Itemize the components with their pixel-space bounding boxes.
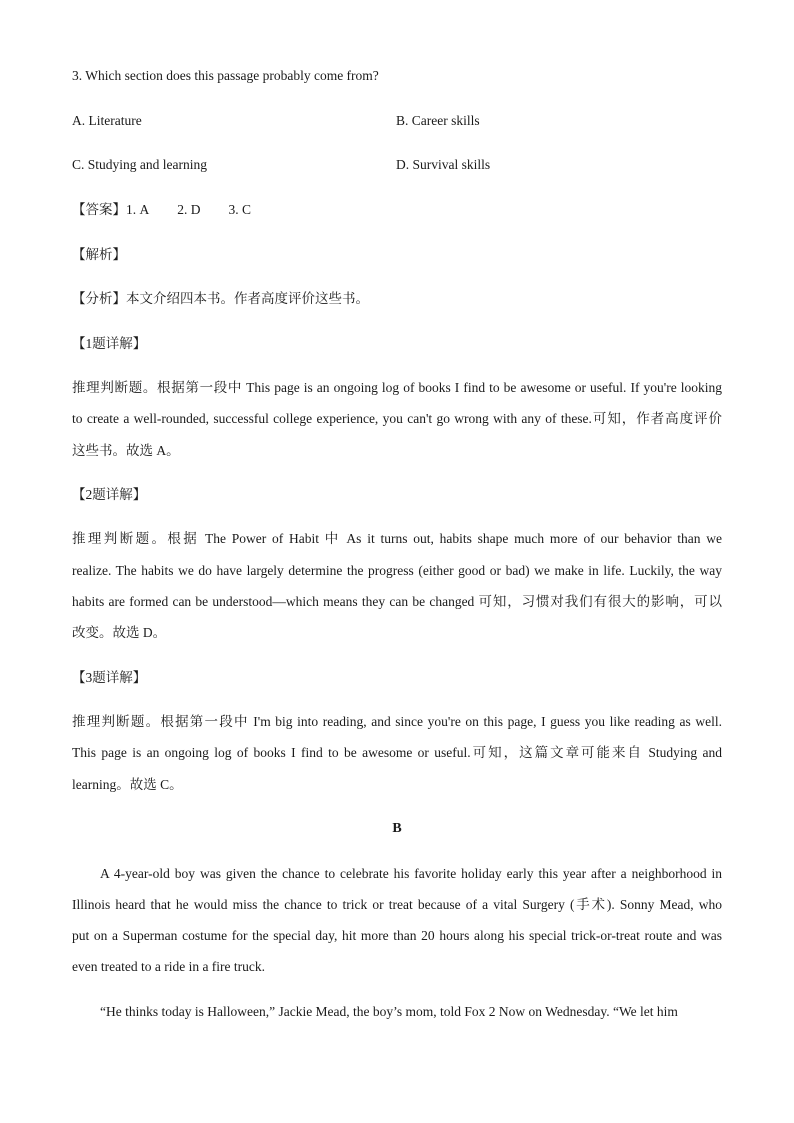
detail2-line: realize. The habits we do have largely determine the progress (either good or bad) we make in life. Luckily, the way <box>72 563 722 578</box>
option-d: D. Survival skills <box>396 157 491 172</box>
detail1-heading: 【1题详解】 <box>72 336 147 351</box>
answer-item: 1. A <box>126 202 150 217</box>
detail2-line: habits are formed can be understood—which means they can be changed 可知，习惯对我们有很大的影响，可以 <box>72 594 722 609</box>
detail3-line: learning。故选 C。 <box>72 777 183 792</box>
answer-item: 3. C <box>228 202 252 217</box>
option-a: A. Literature <box>72 113 142 128</box>
option-c: C. Studying and learning <box>72 157 207 172</box>
passage-line: A 4-year-old boy was given the chance to celebrate his favorite holiday early this year after a neighborhood in <box>100 866 722 881</box>
summary-text: 本文介绍四本书。作者高度评价这些书。 <box>126 291 369 306</box>
passage-line: even treated to a ride in a fire truck. <box>72 959 266 974</box>
answer-item: 2. D <box>177 202 201 217</box>
detail3-heading: 【3题详解】 <box>72 670 147 685</box>
question3-stem: 3. Which section does this passage probably come from? <box>72 68 379 83</box>
passage-line: “He thinks today is Halloween,” Jackie Mead, the boy’s mom, told Fox 2 Now on Wednesday. “We let him <box>100 1004 678 1019</box>
detail1-line: 推理判断题。根据第一段中 This page is an ongoing log of books I find to be awesome or useful. If you're looking <box>72 380 722 395</box>
passage-line: put on a Superman costume for the special day, hit more than 20 hours along his special trick-or-treat route and was <box>72 928 722 943</box>
option-b: B. Career skills <box>396 113 480 128</box>
summary-label: 【分析】 <box>72 291 126 306</box>
detail3-line: This page is an ongoing log of books I find to be awesome or useful.可知，这篇文章可能来自 Studying and <box>72 745 722 760</box>
detail3-line: 推理判断题。根据第一段中 I'm big into reading, and since you're on this page, I guess you like reading as well. <box>72 714 722 729</box>
section-b-title: B <box>392 821 402 836</box>
passage-line: Illinois heard that he would miss the chance to trick or treat because of a vital Surgery (手术). Sonny Mead, who <box>72 897 722 912</box>
analysis-label: 【解析】 <box>72 247 126 262</box>
detail1-line: to create a well-rounded, successful college experience, you can't go wrong with any of these.可知，作者高度评价 <box>72 411 722 426</box>
summary-line <box>72 289 369 309</box>
answer-line <box>72 200 251 220</box>
detail1-line: 这些书。故选 A。 <box>72 443 180 458</box>
detail2-line: 推理判断题。根据 The Power of Habit 中 As it turns out, habits shape much more of our behavior than we <box>72 531 722 546</box>
detail2-heading: 【2题详解】 <box>72 487 147 502</box>
answer-label: 【答案】 <box>72 202 126 217</box>
detail2-line: 改变。故选 D。 <box>72 625 167 640</box>
